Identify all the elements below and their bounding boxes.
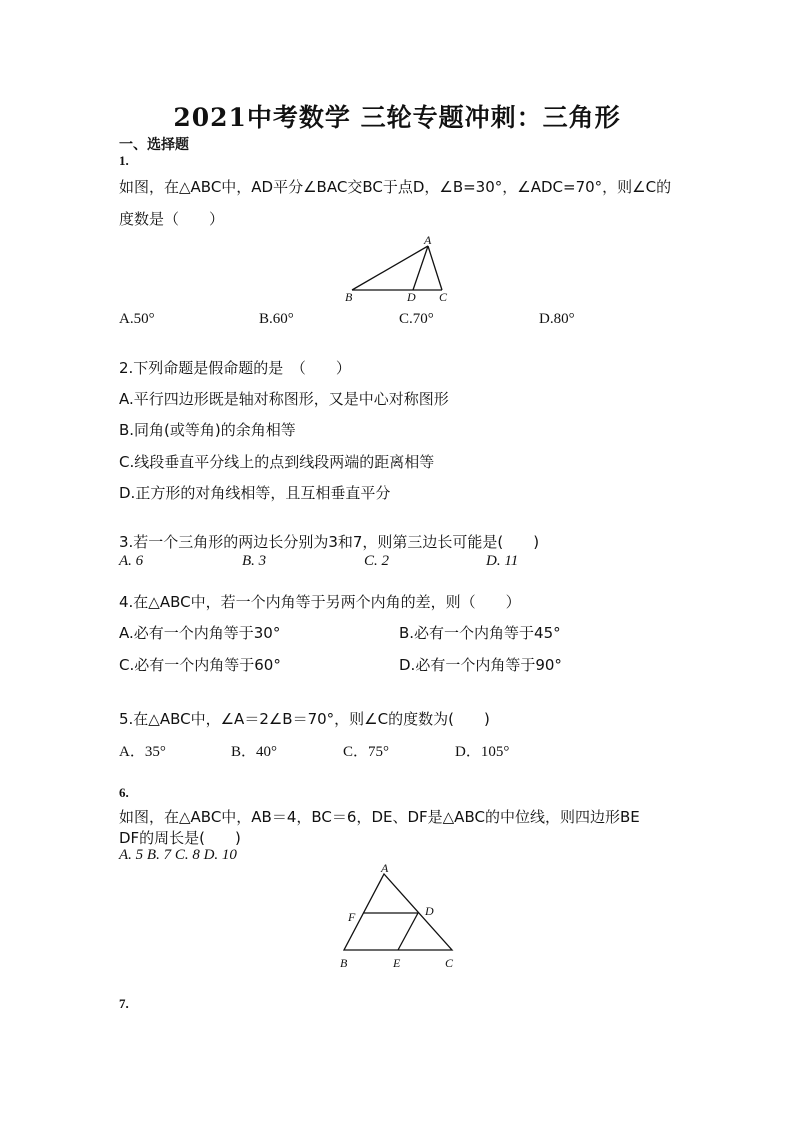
page-title: 2021中考数学 三轮专题冲刺：三角形 (173, 103, 621, 132)
q6-stem-line2: DF的周长是( ) (119, 829, 241, 847)
q3-option-a: A. 6 (119, 553, 144, 569)
q2-option-c: C.线段垂直平分线上的点到线段两端的距离相等 (119, 453, 435, 471)
q5-option-c: C．75° (343, 744, 390, 760)
q1-option-a: A.50° (119, 311, 155, 327)
q6-triangle-figure (334, 862, 464, 974)
q6-label-e: E (393, 956, 401, 970)
q2-stem: 2.下列命题是假命题的是 （ ） (119, 359, 351, 377)
q1-segment-ad (413, 246, 428, 290)
q5-option-a: A．35° (119, 744, 166, 760)
q4-option-a: A.必有一个内角等于30° (119, 624, 281, 642)
q6-options: A. 5 B. 7 C. 8 D. 10 (119, 847, 237, 863)
q1-label-b: B (345, 290, 353, 304)
q3-option-d: D. 11 (486, 553, 519, 569)
q1-label-a: A (424, 233, 432, 247)
q1-segment-ac (428, 246, 442, 290)
q1-option-c: C.70° (399, 311, 434, 327)
q4-option-d: D.必有一个内角等于90° (399, 656, 562, 674)
q1-stem-line2: 度数是（ ） (119, 210, 225, 228)
q6-label-a: A (381, 862, 389, 875)
q3-option-b: B. 3 (242, 553, 267, 569)
q4-stem: 4.在△ABC中，若一个内角等于另两个内角的差，则（ ） (119, 593, 521, 611)
q4-option-b: B.必有一个内角等于45° (399, 624, 561, 642)
q1-option-b: B.60° (259, 311, 294, 327)
q7-number: 7. (119, 996, 129, 1011)
q5-option-d: D．105° (455, 744, 510, 760)
q2-option-a: A.平行四边形既是轴对称图形，又是中心对称图形 (119, 390, 449, 408)
q5-option-b: B．40° (231, 744, 278, 760)
q6-segment-de (398, 913, 418, 950)
q6-label-c: C (445, 956, 454, 970)
q5-stem: 5.在△ABC中，∠A＝2∠B＝70°，则∠C的度数为( ) (119, 710, 490, 728)
q6-label-b: B (340, 956, 348, 970)
q2-option-d: D.正方形的对角线相等，且互相垂直平分 (119, 484, 391, 502)
q1-segment-ab (352, 246, 428, 290)
q3-option-c: C. 2 (364, 553, 390, 569)
q6-number: 6. (119, 785, 129, 800)
q1-number: 1. (119, 153, 129, 168)
q3-stem: 3.若一个三角形的两边长分别为3和7，则第三边长可能是( ) (119, 533, 540, 551)
q6-stem-line1: 如图，在△ABC中，AB＝4，BC＝6，DE、DF是△ABC的中位线，则四边形BE (119, 808, 640, 826)
q6-label-f: F (348, 910, 356, 924)
q1-triangle-figure (340, 232, 460, 304)
q1-label-d: D (407, 290, 416, 304)
q6-triangle-abc (344, 874, 452, 950)
q1-option-d: D.80° (539, 311, 575, 327)
q2-option-b: B.同角(或等角)的余角相等 (119, 421, 296, 439)
q1-stem-line1: 如图，在△ABC中，AD平分∠BAC交BC于点D，∠B=30°，∠ADC=70°，则∠C的 (119, 178, 672, 196)
q1-label-c: C (439, 290, 448, 304)
q4-option-c: C.必有一个内角等于60° (119, 656, 281, 674)
q6-label-d: D (425, 904, 434, 918)
section-heading: 一、选择题 (119, 137, 189, 153)
